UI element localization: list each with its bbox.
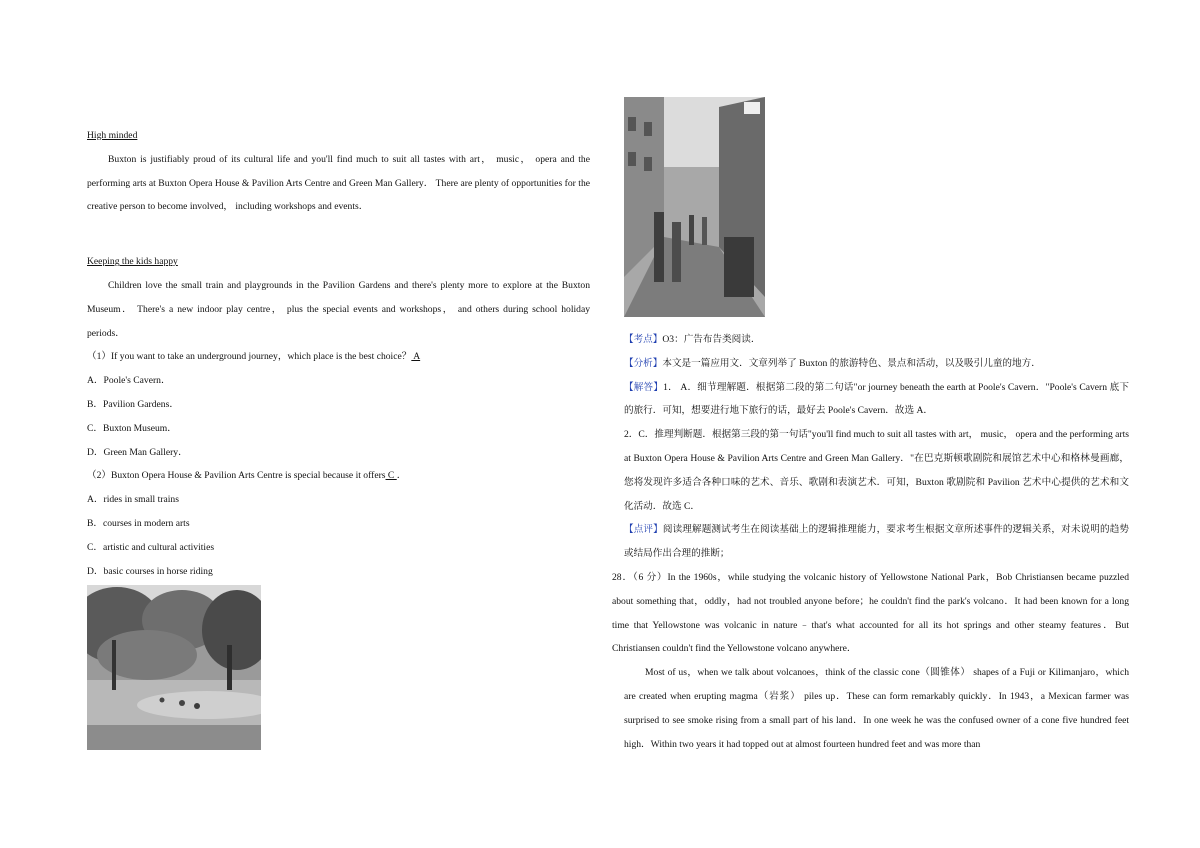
question-1-prompt: （1）If you want to take an underground journey，which place is the best choice？ xyxy=(87,351,412,363)
dianping-text: 阅读理解题测试考生在阅读基础上的逻辑推理能力，要求考生根据文章所述事件的逻辑关系，对未说明的趋势或结局作出合理的推断； xyxy=(624,524,1130,560)
question-2-option-d: D．basic courses in horse riding xyxy=(87,565,213,577)
dianping-tag: 【点评】 xyxy=(624,524,663,536)
fenxi-text: 本文是一篇应用文．文章列举了 Buxton 的旅游特色、景点和活动，以及吸引儿童的地方． xyxy=(662,357,1041,369)
question-28-paragraph-1: 28．（6 分）In the 1960s，while studying the volcanic history of Yellowstone National Park，Bob Christiansen became puzzled about something that，oddly，had not troubled anyone before；he couldn't find the park's volcano．It had been known for a long time that Yellowstone was volcanic in nature﹣that's what accounted for all its hot springs and other steamy features．But Christiansen couldn't find the Yellowstone volcano anywhere． xyxy=(612,571,1129,655)
kaodian-text: O3：广告布告类阅读． xyxy=(662,334,761,345)
answer-item-2: 2．C．推理判断题．根据第三段的第一句话"you'll find much to suit all tastes with art， music， opera and the performing arts at Buxton Opera House & Pavilion Arts Centre and Green Man Gallery．"在巴克斯顿歌剧院和展馆艺术中心和格林曼画廊，您将发现许多适合各种口味的艺术、音乐、歌剧和表演艺术．可知，Buxton 歌剧院和 Pavilion 艺术中心提供的艺术和文化活动．故选 C． xyxy=(624,429,1129,512)
question-2-option-c: C．artistic and cultural activities xyxy=(87,541,215,553)
left-column xyxy=(87,124,590,583)
kaodian-tag: 【考点】 xyxy=(624,334,663,345)
park-photo xyxy=(87,585,261,750)
question-2-option-a: A．rides in small trains xyxy=(87,494,179,506)
question-2-answer: C xyxy=(385,470,397,482)
question-1-option-d: D．Green Man Gallery． xyxy=(87,446,188,458)
section-body-kids: Children love the small train and playgrounds in the Pavilion Gardens and there's plenty more to explore at the Buxton Museum． There's a new indoor play centre， plus the special events and workshops， and others during school holiday periods． xyxy=(87,279,590,339)
question-2 xyxy=(87,464,590,488)
question-1-option-b: B．Pavilion Gardens． xyxy=(87,398,179,410)
question-2-prompt: （2）Buxton Opera House & Pavilion Arts Centre is special because it offers xyxy=(87,470,386,482)
question-28-paragraph-2: Most of us，when we talk about volcanoes，think of the classic cone（圆锥体） shapes of a Fuji or Kilimanjaro，which are created when erupting magma（岩浆） piles up．These can form remarkably quickly．In 1943，a Mexican farmer was surprised to see smoke rising from a small part of his land．In one week he was the confused owner of a cone five hundred feet high．Within two years it had topped out at almost fourteen hundred feet and was more than xyxy=(624,667,1129,750)
jieda-text: 1． A．细节理解题．根据第二段的第二句话"or journey beneath the earth at Poole's Cavern．"Poole's Cavern 底下的旅行．可知，想要进行地下旅行的话，最好去 Poole's Cavern．故选 A． xyxy=(624,381,1129,417)
question-1-answer: A xyxy=(411,351,421,363)
question-2-end: ． xyxy=(396,470,407,482)
kaodian-line xyxy=(624,328,1129,352)
question-2-option-b: B．courses in modern arts xyxy=(87,517,190,529)
question-1-option-c: C．Buxton Museum． xyxy=(87,422,177,434)
jieda-tag: 【解答】 xyxy=(624,381,664,393)
section-body-high-minded: Buxton is justifiably proud of its cultural life and you'll find much to suit all tastes with art， music， opera and the performing arts at Buxton Opera House & Pavilion Arts Centre and Green Man Gallery． There are plenty of opportunities for the creative person to become involved， including workshops and events． xyxy=(87,153,590,213)
dianping-line xyxy=(624,518,1129,566)
street-photo xyxy=(624,97,765,317)
right-column xyxy=(612,328,1130,756)
section-heading-kids: Keeping the kids happy xyxy=(87,256,178,268)
jieda-line xyxy=(624,376,1129,424)
question-1 xyxy=(87,345,590,369)
section-heading-high-minded: High minded xyxy=(87,130,138,141)
fenxi-tag: 【分析】 xyxy=(624,357,663,369)
park-photo-graphic xyxy=(87,585,261,750)
question-1-option-a: A．Poole's Cavern． xyxy=(87,375,171,387)
fenxi-line xyxy=(624,352,1129,376)
spacer xyxy=(87,219,590,250)
street-photo-graphic xyxy=(624,97,765,317)
